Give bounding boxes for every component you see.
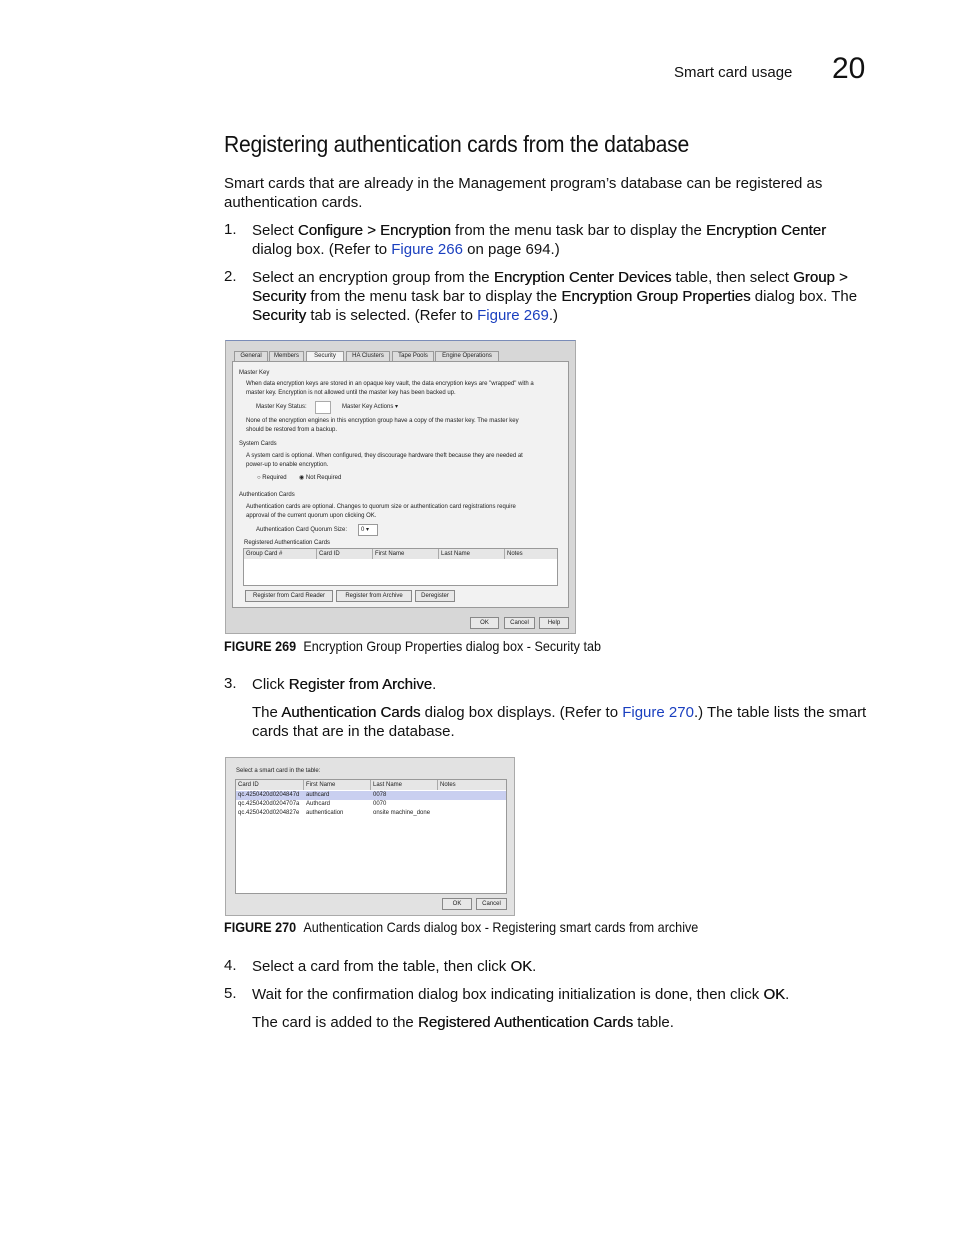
table-cell: 0078 bbox=[373, 792, 387, 798]
smart-cards-table[interactable] bbox=[235, 779, 507, 894]
step-5-text: Wait for the confirmation dialog box indicating initialization is done, then click OK. bbox=[252, 986, 790, 1003]
quorum-size-select[interactable]: 0 ▾ bbox=[358, 524, 378, 536]
radio-unchecked-icon: ○ bbox=[257, 475, 261, 481]
column-header[interactable]: Notes bbox=[505, 549, 557, 559]
master-key-text: None of the encryption engines in this encryption group have a copy of the master key. The master key bbox=[246, 418, 519, 424]
figure-266-link[interactable]: Figure 266 bbox=[391, 241, 463, 258]
ok-button[interactable]: OK bbox=[470, 617, 499, 629]
step-2-text: Select an encryption group from the Encryption Center Devices table, then select Group > Security from the menu task bar to display the Encryption Group Properties dialog box. The Security tab is selected. (Refer to Figure 269.) bbox=[252, 269, 858, 324]
master-key-text: When data encryption keys are stored in an opaque key vault, the data encryption keys are "wrapped" with a bbox=[246, 381, 534, 387]
tab-members[interactable]: Members bbox=[269, 351, 304, 362]
deregister-button[interactable]: Deregister bbox=[415, 590, 455, 602]
tab-tape-pools[interactable]: Tape Pools bbox=[392, 351, 434, 362]
tab-general[interactable]: General bbox=[234, 351, 268, 362]
step-1-text: Select Configure > Encryption from the menu task bar to display the Encryption Center dialog box. (Refer to Figure 266 on page 694.) bbox=[252, 222, 827, 258]
intro-paragraph bbox=[224, 174, 822, 212]
table-cell: authentication bbox=[306, 810, 344, 816]
column-header[interactable]: Notes bbox=[438, 780, 506, 790]
table-cell: Authcard bbox=[306, 801, 331, 807]
master-key-status-label: Master Key Status: bbox=[256, 404, 307, 410]
table-cell bbox=[438, 791, 506, 800]
section-title: Registering authentication cards from the database bbox=[224, 131, 689, 157]
table-cell bbox=[438, 800, 506, 809]
master-key-heading: Master Key bbox=[239, 370, 270, 376]
cancel-button[interactable]: Cancel bbox=[504, 617, 535, 629]
tab-engine-operations[interactable]: Engine Operations bbox=[435, 351, 499, 362]
figure-269-caption: FIGURE 269 Encryption Group Properties dialog box - Security tab bbox=[224, 638, 601, 654]
radio-required[interactable]: ○ Required bbox=[257, 475, 287, 481]
help-button[interactable]: Help bbox=[539, 617, 569, 629]
final-paragraph: The card is added to the Registered Authentication Cards table. bbox=[252, 1014, 674, 1031]
radio-checked-icon: ◉ bbox=[299, 475, 305, 481]
step-3-text: Click Register from Archive. bbox=[252, 676, 437, 693]
column-header[interactable]: Card ID bbox=[317, 549, 373, 559]
step-2-number: 2. bbox=[224, 268, 237, 285]
master-key-text: master key. Encryption is not allowed until the master key has been backed up. bbox=[246, 390, 456, 396]
step-3-result: The Authentication Cards dialog box displays. (Refer to Figure 270.) The table lists the smart cards that are in the database. bbox=[252, 704, 867, 740]
auth-cards-heading: Authentication Cards bbox=[239, 492, 295, 498]
table-cell: authcard bbox=[306, 792, 330, 798]
column-header[interactable]: Group Card # bbox=[244, 549, 317, 559]
column-header[interactable]: Last Name bbox=[439, 549, 505, 559]
table-cell: qc.4250420d0204707a bbox=[238, 801, 300, 807]
chevron-down-icon: ▾ bbox=[395, 404, 399, 410]
encryption-group-properties-dialog bbox=[225, 340, 576, 634]
table-cell bbox=[438, 809, 506, 818]
authentication-cards-dialog bbox=[225, 757, 515, 916]
select-card-prompt: Select a smart card in the table: bbox=[236, 768, 321, 774]
cancel-button[interactable]: Cancel bbox=[476, 898, 507, 910]
register-from-archive-button[interactable]: Register from Archive bbox=[336, 590, 412, 602]
figure-270-link[interactable]: Figure 270 bbox=[622, 704, 694, 721]
master-key-status-field bbox=[315, 401, 331, 414]
security-tab-panel bbox=[232, 361, 569, 608]
table-cell: onsite machine_done bbox=[373, 810, 431, 816]
quorum-size-label: Authentication Card Quorum Size: bbox=[256, 527, 348, 533]
auth-cards-text: Authentication cards are optional. Changes to quorum size or authentication card registrations require bbox=[246, 504, 516, 510]
column-header[interactable]: First Name bbox=[304, 780, 371, 790]
register-from-card-reader-button[interactable]: Register from Card Reader bbox=[245, 590, 333, 602]
step-1-number: 1. bbox=[224, 221, 237, 238]
figure-269-link[interactable]: Figure 269 bbox=[477, 307, 549, 324]
table-row[interactable] bbox=[236, 791, 506, 800]
registered-cards-table[interactable] bbox=[243, 548, 558, 586]
system-cards-heading: System Cards bbox=[239, 441, 277, 447]
chevron-down-icon: ▾ bbox=[366, 527, 370, 533]
system-cards-text: A system card is optional. When configured, they discourage hardware theft because they are needed at bbox=[246, 453, 523, 459]
master-key-actions-dropdown[interactable]: Master Key Actions ▾ bbox=[342, 404, 399, 410]
system-cards-text: power-up to enable encryption. bbox=[246, 462, 329, 468]
column-header[interactable]: Card ID bbox=[236, 780, 304, 790]
auth-cards-text: approval of the current quorum upon clicking OK. bbox=[246, 513, 377, 519]
intro-line-1: Smart cards that are already in the Management program’s database can be registered as bbox=[224, 175, 823, 192]
table-cell: 0070 bbox=[373, 801, 387, 807]
registered-cards-label: Registered Authentication Cards bbox=[244, 540, 331, 546]
tab-security[interactable]: Security bbox=[306, 351, 344, 362]
tab-ha-clusters[interactable]: HA Clusters bbox=[346, 351, 390, 362]
table-cell: qc.4250420d0204847d bbox=[238, 792, 300, 798]
step-4-number: 4. bbox=[224, 957, 237, 974]
step-5-number: 5. bbox=[224, 985, 237, 1002]
radio-not-required[interactable]: ◉ Not Required bbox=[299, 475, 342, 481]
table-row[interactable] bbox=[236, 809, 506, 818]
running-header-section: Smart card usage bbox=[674, 64, 793, 81]
intro-line-2: authentication cards. bbox=[224, 194, 363, 211]
chapter-number: 20 bbox=[832, 52, 866, 85]
column-header[interactable]: Last Name bbox=[371, 780, 438, 790]
figure-270-caption: FIGURE 270 Authentication Cards dialog box - Registering smart cards from archive bbox=[224, 919, 699, 935]
master-key-text: should be restored from a backup. bbox=[246, 427, 338, 433]
ok-button[interactable]: OK bbox=[442, 898, 472, 910]
step-3-number: 3. bbox=[224, 675, 237, 692]
step-4-text: Select a card from the table, then click OK. bbox=[252, 958, 537, 975]
table-row[interactable] bbox=[236, 800, 506, 809]
column-header[interactable]: First Name bbox=[373, 549, 439, 559]
table-cell: qc.4250420d0204827e bbox=[238, 810, 300, 816]
